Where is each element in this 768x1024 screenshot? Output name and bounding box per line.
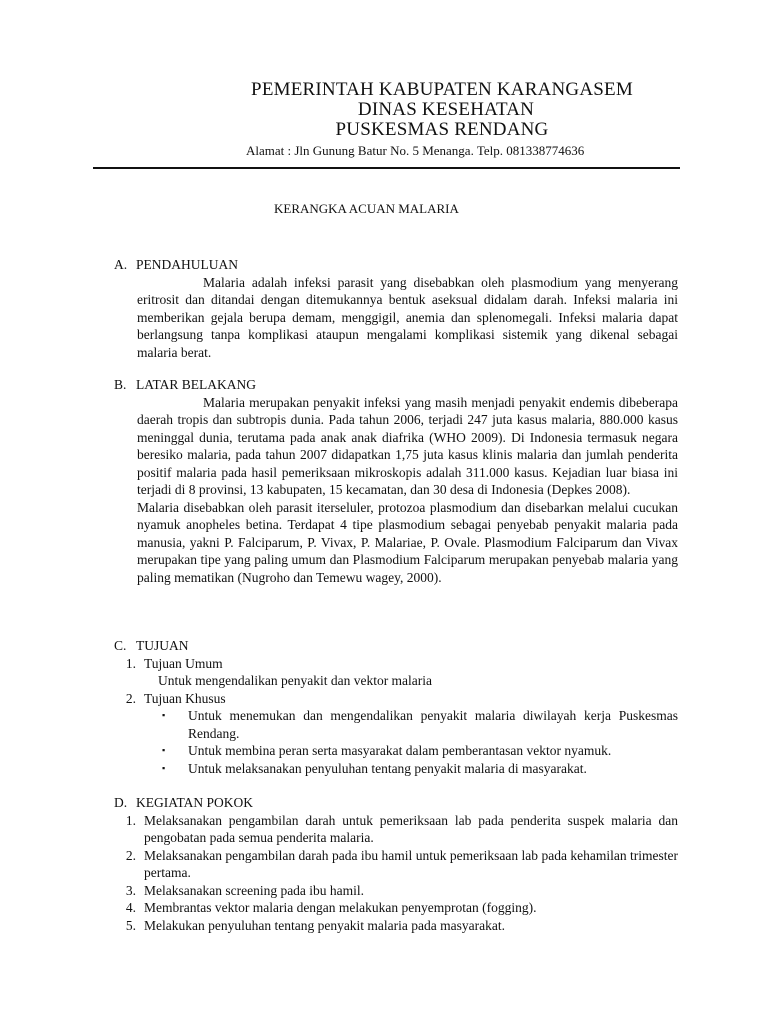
list-text: Melakukan penyuluhan tentang penyakit malaria pada masyarakat. xyxy=(144,917,505,933)
section-letter: A. xyxy=(114,257,128,272)
tujuan-khusus-bullets xyxy=(158,707,678,777)
list-number: 2. xyxy=(125,847,136,863)
list-label: Tujuan Khusus xyxy=(144,690,226,706)
list-text: Melaksanakan screening pada ibu hamil. xyxy=(144,882,365,898)
list-text: Melaksanakan pengambilan darah pada ibu hamil untuk pemeriksaan lab pada kehamilan trimester pertama. xyxy=(144,847,678,880)
letterhead-address: Alamat : Jln Gunung Batur No. 5 Menanga. Telp. 081338774636 xyxy=(246,143,585,158)
kegiatan-list xyxy=(114,812,678,935)
bullet-item xyxy=(158,742,678,760)
list-number: 1. xyxy=(125,655,136,671)
section-kegiatan-pokok xyxy=(114,794,678,934)
bullet-text: Untuk membina peran serta masyarakat dalam pemberantasan vektor nyamuk. xyxy=(188,743,612,758)
list-number: 5. xyxy=(125,917,136,933)
list-item xyxy=(114,899,678,917)
list-number: 2. xyxy=(125,690,136,706)
section-latar-belakang xyxy=(114,376,678,586)
tujuan-list xyxy=(114,690,678,708)
list-item xyxy=(114,882,678,900)
letterhead-agency: DINAS KESEHATAN xyxy=(357,99,535,120)
section-title: TUJUAN xyxy=(136,638,189,653)
list-text: Melaksanakan pengambilan darah untuk pemeriksaan lab pada penderita suspek malaria dan pengobatan pada semua penderita malaria. xyxy=(144,812,678,845)
section-paragraph: Malaria disebabkan oleh parasit iterseluler, protozoa plasmodium dan disebarkan melalui cucukan nyamuk anopheles betina. Terdapat 4 tipe plasmodium sebagai penyebab penyakit malaria pada manusia, yakni P. Falciparum, P. Vivax, P. Malariae, P. Ovale. Plasmodium Falciparum dan Vivax merupakan tipe yang paling umum dan Plasmodium Falciparum merupakan penyebab malaria yang paling mematikan (Nugroho dan Temewu wagey, 2000). xyxy=(137,499,678,585)
list-label: Tujuan Umum xyxy=(144,655,223,671)
section-pendahuluan xyxy=(114,256,678,361)
document-title: KERANGKA ACUAN MALARIA xyxy=(274,201,459,216)
bullet-square-icon: ▪ xyxy=(162,710,166,720)
list-item xyxy=(114,917,678,935)
section-title: KEGIATAN POKOK xyxy=(136,795,254,810)
bullet-text: Untuk menemukan dan mengendalikan penyakit malaria diwilayah kerja Puskesmas Rendang. xyxy=(188,708,678,741)
section-tujuan xyxy=(114,637,678,777)
bullet-item xyxy=(158,707,678,742)
section-heading xyxy=(114,794,678,812)
bullet-item xyxy=(158,760,678,778)
list-item xyxy=(114,847,678,882)
section-heading xyxy=(114,376,678,394)
list-text: Membrantas vektor malaria dengan melakukan penyemprotan (fogging). xyxy=(144,900,537,915)
section-paragraph: Malaria adalah infeksi parasit yang disebabkan oleh plasmodium yang menyerang eritrosit dan ditandai dengan ditemukannya bentuk aseksual didalam darah. Infeksi malaria ini memberikan gejala berupa demam, menggigil, anemia dan splenomegali. Infeksi malaria dapat berlangsung tanpa komplikasi ataupun mengalami komplikasi sistemik yang dikenal sebagai malaria berat. xyxy=(137,274,678,360)
section-letter: C. xyxy=(114,638,127,653)
section-heading xyxy=(114,637,678,655)
section-paragraph: Malaria merupakan penyakit infeksi yang masih menjadi penyakit endemis dibeberapa daerah tropis dan subtropis dunia. Pada tahun 2006, terjadi 247 juta kasus malaria, 880.000 kasus meninggal dunia, terutama pada anak anak diafrika (WHO 2009). Di Indonesia termasuk negara beresiko malaria, pada tahun 2007 didapatkan 1,75 juta kasus klinis malaria dan jumlah penderita positif malaria pada hasil pemeriksaan mikroskopis adalah 311.000 kasus. Kejadian luar biasa ini terjadi di 8 provinsi, 13 kabupaten, 15 kecamatan, dan 30 desa di Indonesia (Depkes 2008). xyxy=(137,394,678,497)
section-heading xyxy=(114,256,678,274)
bullet-square-icon: ▪ xyxy=(162,762,166,773)
letterhead-government: PEMERINTAH KABUPATEN KARANGASEM xyxy=(251,79,633,100)
section-title: LATAR BELAKANG xyxy=(136,377,257,392)
section-letter: D. xyxy=(114,795,128,810)
section-title: PENDAHULUAN xyxy=(136,257,238,272)
list-item xyxy=(114,690,678,708)
list-number: 4. xyxy=(125,900,136,915)
list-item xyxy=(114,812,678,847)
tujuan-umum-text: Untuk mengendalikan penyakit dan vektor malaria xyxy=(158,673,433,688)
letterhead-puskesmas: PUSKESMAS RENDANG xyxy=(335,119,549,140)
section-letter: B. xyxy=(114,377,127,392)
list-item xyxy=(114,655,678,673)
letterhead-divider xyxy=(93,167,680,169)
bullet-text: Untuk melaksanakan penyuluhan tentang penyakit malaria di masyarakat. xyxy=(188,760,587,776)
list-number: 3. xyxy=(125,882,136,898)
tujuan-list xyxy=(114,655,678,673)
bullet-square-icon: ▪ xyxy=(162,745,166,755)
letterhead xyxy=(0,80,768,140)
list-number: 1. xyxy=(125,812,136,828)
